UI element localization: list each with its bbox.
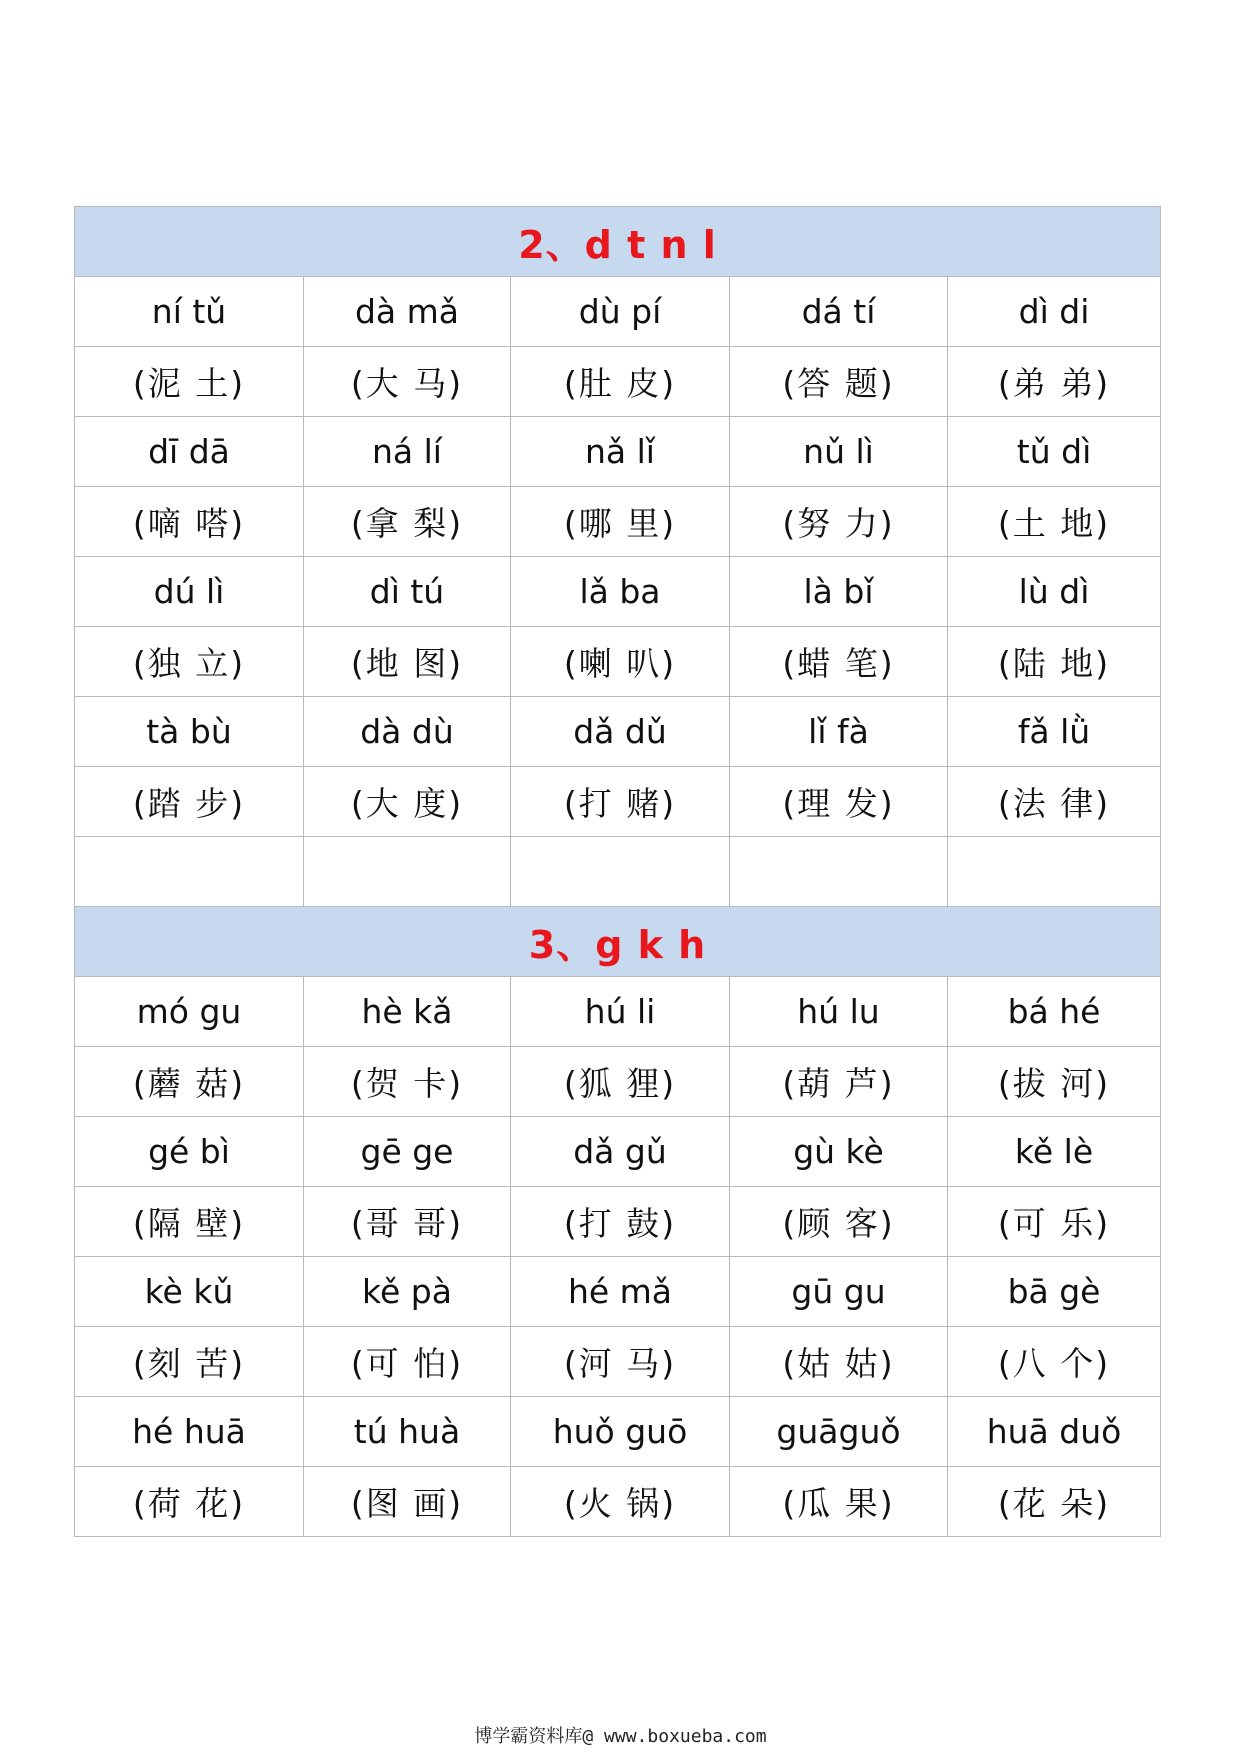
hanzi-cell: (陆 地)	[948, 627, 1161, 697]
blank-cell	[304, 837, 511, 907]
pinyin-row	[75, 1397, 1161, 1467]
pinyin-cell: gù kè	[730, 1117, 948, 1187]
pinyin-cell: dù pí	[511, 277, 730, 347]
pinyin-row	[75, 277, 1161, 347]
hanzi-cell: (荷 花)	[75, 1467, 304, 1537]
hanzi-cell: (打 鼓)	[511, 1187, 730, 1257]
hanzi-row	[75, 1187, 1161, 1257]
section-title: 2、d t n l	[75, 207, 1161, 277]
hanzi-cell: (答 题)	[730, 347, 948, 417]
pinyin-cell: nǔ lì	[730, 417, 948, 487]
pinyin-cell: dǎ gǔ	[511, 1117, 730, 1187]
pinyin-cell: fǎ lǜ	[948, 697, 1161, 767]
section-title: 3、g k h	[75, 907, 1161, 977]
pinyin-cell: lǎ ba	[511, 557, 730, 627]
pinyin-cell: hè kǎ	[304, 977, 511, 1047]
hanzi-cell: (哥 哥)	[304, 1187, 511, 1257]
hanzi-cell: (可 乐)	[948, 1187, 1161, 1257]
hanzi-cell: (肚 皮)	[511, 347, 730, 417]
hanzi-cell: (喇 叭)	[511, 627, 730, 697]
hanzi-cell: (土 地)	[948, 487, 1161, 557]
hanzi-cell: (理 发)	[730, 767, 948, 837]
hanzi-cell: (蘑 菇)	[75, 1047, 304, 1117]
pinyin-cell: hé huā	[75, 1397, 304, 1467]
pinyin-cell: dà dù	[304, 697, 511, 767]
hanzi-cell: (地 图)	[304, 627, 511, 697]
hanzi-cell: (河 马)	[511, 1327, 730, 1397]
pinyin-cell: guāguǒ	[730, 1397, 948, 1467]
pinyin-cell: hé mǎ	[511, 1257, 730, 1327]
pinyin-cell: gē ge	[304, 1117, 511, 1187]
hanzi-cell: (八 个)	[948, 1327, 1161, 1397]
pinyin-row	[75, 557, 1161, 627]
footer-watermark: 博学霸资料库@ www.boxueba.com	[474, 1726, 767, 1747]
pinyin-cell: dì tú	[304, 557, 511, 627]
hanzi-cell: (刻 苦)	[75, 1327, 304, 1397]
pinyin-cell: huǒ guō	[511, 1397, 730, 1467]
pinyin-cell: ní tǔ	[75, 277, 304, 347]
pinyin-cell: dì di	[948, 277, 1161, 347]
pinyin-cell: gū gu	[730, 1257, 948, 1327]
hanzi-cell: (法 律)	[948, 767, 1161, 837]
hanzi-cell: (弟 弟)	[948, 347, 1161, 417]
hanzi-cell: (隔 壁)	[75, 1187, 304, 1257]
hanzi-cell: (嘀 嗒)	[75, 487, 304, 557]
pinyin-cell: nǎ lǐ	[511, 417, 730, 487]
hanzi-cell: (大 马)	[304, 347, 511, 417]
pinyin-cell: dà mǎ	[304, 277, 511, 347]
hanzi-cell: (努 力)	[730, 487, 948, 557]
pinyin-cell: tǔ dì	[948, 417, 1161, 487]
hanzi-cell: (独 立)	[75, 627, 304, 697]
pinyin-row	[75, 697, 1161, 767]
pinyin-cell: bā gè	[948, 1257, 1161, 1327]
pinyin-cell: ná lí	[304, 417, 511, 487]
pinyin-cell: dú lì	[75, 557, 304, 627]
pinyin-cell: kě pà	[304, 1257, 511, 1327]
blank-cell	[75, 837, 304, 907]
hanzi-cell: (葫 芦)	[730, 1047, 948, 1117]
pinyin-cell: huā duǒ	[948, 1397, 1161, 1467]
pinyin-cell: lǐ fà	[730, 697, 948, 767]
hanzi-cell: (拔 河)	[948, 1047, 1161, 1117]
hanzi-row	[75, 1047, 1161, 1117]
hanzi-cell: (花 朵)	[948, 1467, 1161, 1537]
hanzi-cell: (可 怕)	[304, 1327, 511, 1397]
pinyin-cell: tà bù	[75, 697, 304, 767]
section-header	[75, 907, 1161, 977]
hanzi-cell: (瓜 果)	[730, 1467, 948, 1537]
pinyin-cell: là bǐ	[730, 557, 948, 627]
hanzi-row	[75, 1467, 1161, 1537]
pinyin-cell: tú huà	[304, 1397, 511, 1467]
blank-cell	[730, 837, 948, 907]
blank-cell	[948, 837, 1161, 907]
pinyin-row	[75, 977, 1161, 1047]
section-header	[75, 207, 1161, 277]
blank-row	[75, 837, 1161, 907]
hanzi-cell: (踏 步)	[75, 767, 304, 837]
pinyin-row	[75, 1117, 1161, 1187]
pinyin-cell: dá tí	[730, 277, 948, 347]
hanzi-cell: (泥 土)	[75, 347, 304, 417]
pinyin-cell: kě lè	[948, 1117, 1161, 1187]
pinyin-row	[75, 417, 1161, 487]
pinyin-cell: lù dì	[948, 557, 1161, 627]
pinyin-cell: gé bì	[75, 1117, 304, 1187]
hanzi-row	[75, 487, 1161, 557]
pinyin-cell: bá hé	[948, 977, 1161, 1047]
hanzi-cell: (火 锅)	[511, 1467, 730, 1537]
hanzi-cell: (哪 里)	[511, 487, 730, 557]
hanzi-cell: (拿 梨)	[304, 487, 511, 557]
hanzi-row	[75, 1327, 1161, 1397]
hanzi-cell: (蜡 笔)	[730, 627, 948, 697]
hanzi-row	[75, 767, 1161, 837]
hanzi-cell: (姑 姑)	[730, 1327, 948, 1397]
hanzi-cell: (狐 狸)	[511, 1047, 730, 1117]
hanzi-cell: (图 画)	[304, 1467, 511, 1537]
hanzi-row	[75, 347, 1161, 417]
pinyin-cell: hú lu	[730, 977, 948, 1047]
hanzi-cell: (大 度)	[304, 767, 511, 837]
blank-cell	[511, 837, 730, 907]
hanzi-cell: (贺 卡)	[304, 1047, 511, 1117]
hanzi-cell: (顾 客)	[730, 1187, 948, 1257]
pinyin-cell: kè kǔ	[75, 1257, 304, 1327]
hanzi-cell: (打 赌)	[511, 767, 730, 837]
vocabulary-table	[74, 206, 1161, 1537]
pinyin-row	[75, 1257, 1161, 1327]
pinyin-cell: hú li	[511, 977, 730, 1047]
hanzi-row	[75, 627, 1161, 697]
pinyin-cell: dǎ dǔ	[511, 697, 730, 767]
pinyin-cell: mó gu	[75, 977, 304, 1047]
pinyin-cell: dī dā	[75, 417, 304, 487]
